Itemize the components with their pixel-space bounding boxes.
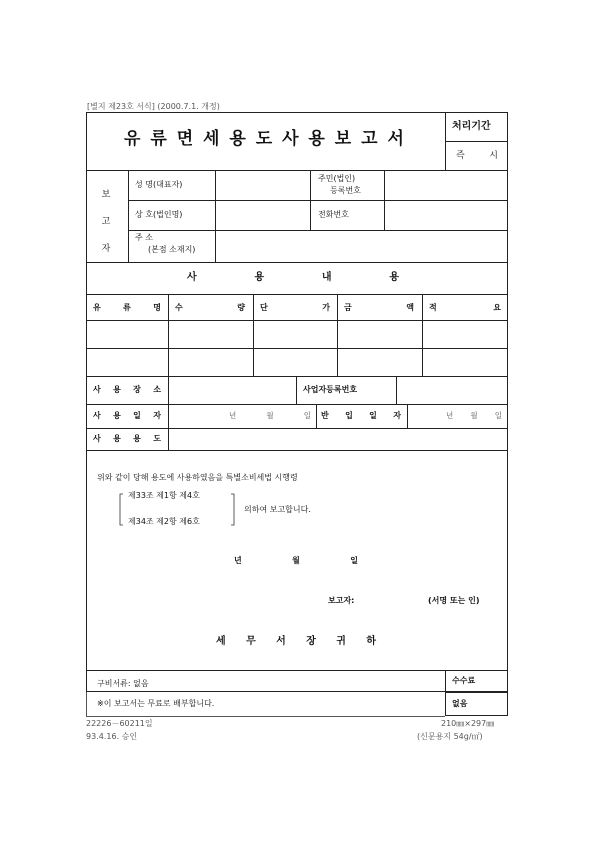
processing-period-value: 즉 시 <box>456 151 498 161</box>
declaration-text: 위와 같이 당해 용도에 사용하였음을 특별소비세법 시행령 <box>97 473 298 482</box>
clause-a: 제33조 제1항 제4호 <box>128 491 200 500</box>
signature-note: (서명 또는 인) <box>428 596 480 605</box>
address-sublabel: (본점 소재지) <box>148 245 196 254</box>
resident-no-label-2: 등록번호 <box>330 186 361 195</box>
col-unit-price: 단 가 <box>260 303 330 312</box>
paper-type: (신문용지 54g/㎡) <box>417 732 483 741</box>
col-amount: 금 액 <box>344 303 414 312</box>
processing-period-label: 처리기간 <box>452 121 491 132</box>
name-label: 성 명(대표자) <box>135 180 183 189</box>
usage-purpose-field[interactable] <box>169 429 507 449</box>
col-quantity: 수 량 <box>175 303 245 312</box>
paper-size: 210㎜×297㎜ <box>441 719 495 728</box>
biz-reg-no-field[interactable] <box>397 377 507 403</box>
usage-row-2[interactable] <box>87 349 507 375</box>
col-remarks: 적 요 <box>429 303 501 312</box>
free-distribution-note: ※이 보고서는 무료로 배부합니다. <box>97 699 215 708</box>
usage-row-1[interactable] <box>87 321 507 347</box>
name-field[interactable] <box>216 171 309 199</box>
required-documents: 구비서류: 없음 <box>97 679 149 688</box>
resident-no-field[interactable] <box>385 171 507 199</box>
report-date[interactable]: 년 월 일 <box>234 556 358 565</box>
fee-label: 수수료 <box>452 676 476 685</box>
clause-b: 제34조 제2항 제6호 <box>128 517 200 526</box>
reporter-section-label: 보 고 자 <box>101 190 111 254</box>
address-label: 주 소 <box>135 233 153 242</box>
biz-name-label: 상 호(법인명) <box>135 210 183 219</box>
return-date-label: 반 입 일 자 <box>321 411 401 420</box>
return-date-field[interactable]: 년 월 일 <box>446 411 502 420</box>
addressee: 세 무 서 장 귀 하 <box>216 636 376 647</box>
biz-reg-no-label: 사업자등록번호 <box>303 385 358 394</box>
fee-value: 없음 <box>452 699 468 708</box>
resident-no-label: 주민(법인) <box>318 174 356 183</box>
declaration-suffix: 의하여 보고합니다. <box>244 505 311 514</box>
form-number-note: [별지 제23호 서식] (2000.7.1. 개정) <box>87 102 220 111</box>
usage-place-field[interactable] <box>169 377 295 403</box>
approval-date: 93.4.16. 승인 <box>86 732 138 741</box>
phone-label: 전화번호 <box>318 210 349 219</box>
phone-field[interactable] <box>385 201 507 229</box>
reporter-signature-label: 보고자: <box>328 596 355 605</box>
address-field[interactable] <box>216 231 507 261</box>
usage-place-label: 사 용 장 소 <box>93 385 161 394</box>
form-code: 22226－60211일 <box>86 719 153 728</box>
col-oil-name: 유 류 명 <box>93 303 161 312</box>
usage-details-title: 사 용 내 용 <box>187 272 399 283</box>
biz-name-field[interactable] <box>216 201 309 229</box>
usage-date-field[interactable]: 년 월 일 <box>229 411 311 420</box>
usage-purpose-label: 사 용 용 도 <box>93 434 161 443</box>
form-title: 유 류 면 세 용 도 사 용 보 고 서 <box>124 129 404 149</box>
usage-date-label: 사 용 일 자 <box>93 411 161 420</box>
